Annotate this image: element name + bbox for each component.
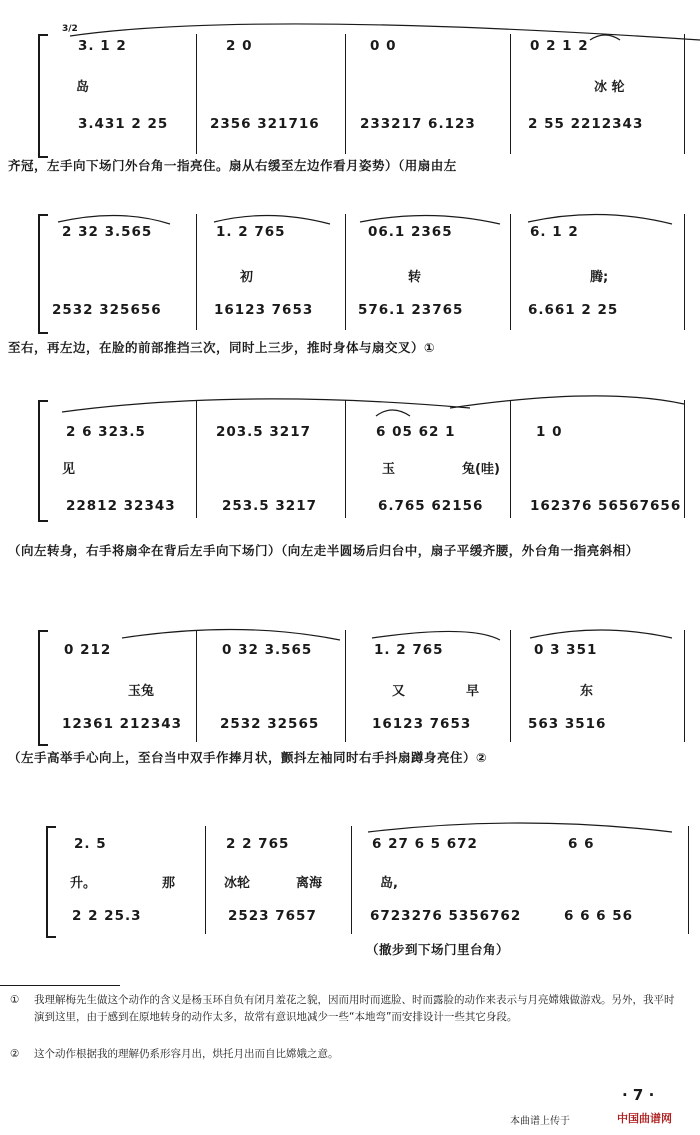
barline	[196, 214, 197, 330]
accompaniment-line-1	[0, 116, 700, 138]
footnote-marker: ①	[10, 994, 20, 1006]
lyric: 岛,	[380, 876, 398, 891]
melody-measure: 1 0	[536, 424, 563, 440]
melody-measure: 0 32 3.565	[222, 642, 313, 658]
accompaniment-line-4	[0, 716, 700, 738]
melody-measure: 2. 5	[74, 836, 107, 852]
barline	[196, 630, 197, 742]
barline	[205, 826, 206, 934]
score-system-2	[0, 210, 700, 360]
barline	[345, 34, 346, 154]
barline	[510, 400, 511, 518]
lyric-line-5	[0, 872, 700, 894]
melody-measure: 0 0	[370, 38, 397, 54]
barline	[684, 400, 685, 518]
accompaniment-measure: 16123 7653	[372, 716, 472, 732]
melody-measure: 2 2 765	[226, 836, 290, 852]
barline	[196, 400, 197, 518]
lyric: 初	[240, 270, 254, 285]
lyric: 东	[580, 684, 594, 699]
accompaniment-measure: 2532 325656	[52, 302, 162, 318]
accompaniment-measure: 253.5 3217	[222, 498, 317, 514]
lyric: 腾;	[590, 270, 609, 285]
melody-line-1	[0, 38, 700, 60]
barline	[351, 826, 352, 934]
accompaniment-line-3	[0, 498, 700, 520]
barline	[196, 34, 197, 154]
accompaniment-measure: 162376 56567656	[530, 498, 682, 514]
footnote-marker: ②	[10, 1048, 20, 1060]
accompaniment-measure: 2 2 25.3	[72, 908, 142, 924]
melody-measure: 06.1 2365	[368, 224, 453, 240]
barline	[345, 400, 346, 518]
accompaniment-line-2	[0, 302, 700, 324]
time-signature: 3/2	[62, 24, 78, 34]
accompaniment-measure: 563 3516	[528, 716, 607, 732]
melody-measure: 2 0	[226, 38, 253, 54]
lyric: 升。	[70, 876, 97, 891]
barline	[510, 630, 511, 742]
score-system-5	[0, 822, 700, 972]
barline	[688, 826, 689, 934]
accompaniment-measure: 6.765 62156	[378, 498, 484, 514]
melody-measure: 1. 2 765	[374, 642, 444, 658]
accompaniment-measure: 3.431 2 25	[78, 116, 169, 132]
melody-measure: 6. 1 2	[530, 224, 579, 240]
accompaniment-measure: 6723276 5356762	[370, 908, 522, 924]
lyric: 那	[162, 876, 176, 891]
lyric: 又	[392, 684, 406, 699]
melody-line-2	[0, 224, 700, 246]
melody-measure: 3. 1 2	[78, 38, 127, 54]
accompaniment-measure: 2523 7657	[228, 908, 317, 924]
lyric: 离海	[296, 876, 323, 891]
lyric-line-3	[0, 458, 700, 480]
barline	[345, 214, 346, 330]
melody-measure: 2 32 3.565	[62, 224, 153, 240]
score-system-1	[0, 18, 700, 178]
barline	[684, 214, 685, 330]
accompaniment-measure: 22812 32343	[66, 498, 176, 514]
barline	[510, 214, 511, 330]
lyric: 兔(哇)	[462, 462, 500, 477]
melody-measure: 6 6	[568, 836, 595, 852]
accompaniment-measure: 233217 6.123	[360, 116, 476, 132]
accompaniment-measure: 16123 7653	[214, 302, 314, 318]
footnote-text: 这个动作根据我的理解仍系形容月出，烘托月出而自比嫦娥之意。	[34, 1048, 339, 1060]
footnote-rule	[0, 985, 120, 986]
upload-credit: 本曲谱上传于	[510, 1116, 570, 1127]
lyric: 玉	[382, 462, 396, 477]
lyric: 岛	[76, 80, 90, 95]
melody-line-4	[0, 642, 700, 664]
footnote-text: 我理解梅先生做这个动作的含义是杨玉环自负有闭月羞花之貌，因而用时而遮脸、时而露脸的动作来表示与月亮嫦娥做游戏。另外，我平时演到这里，由于感到在原地转身的动作太多，故常有意识地减少一些“本地弯”而安排设计一些其它身段。	[34, 994, 675, 1023]
lyric: 冰轮	[224, 876, 251, 891]
accompaniment-measure: 6 6 6 56	[564, 908, 634, 924]
accompaniment-measure: 576.1 23765	[358, 302, 464, 318]
stage-direction: 至右，再左边，在脸的前部推挡三次，同时上三步，推时身体与扇交叉）①	[8, 340, 436, 355]
melody-measure: 0 3 351	[534, 642, 598, 658]
melody-measure: 1. 2 765	[216, 224, 286, 240]
melody-measure: 6 05 62 1	[376, 424, 456, 440]
accompaniment-measure: 2532 32565	[220, 716, 320, 732]
lyric: 见	[62, 462, 76, 477]
stage-direction: （左手高举手心向上，至台当中双手作捧月状，颤抖左袖同时右手抖扇蹲身亮住）②	[8, 750, 488, 765]
barline	[684, 34, 685, 154]
lyric: 玉兔	[128, 684, 155, 699]
barline	[684, 630, 685, 742]
site-watermark: 中国曲谱网	[617, 1112, 672, 1125]
stage-direction: （撤步到下场门里台角）	[366, 942, 510, 957]
melody-measure: 203.5 3217	[216, 424, 311, 440]
score-system-4	[0, 626, 700, 766]
footnote-2	[10, 1046, 684, 1063]
melody-measure: 0 212	[64, 642, 112, 658]
lyric: 冰 轮	[594, 80, 625, 95]
melody-measure: 6 27 6 5 672	[372, 836, 478, 852]
lyric-line-4	[0, 680, 700, 702]
accompaniment-measure: 2356 321716	[210, 116, 320, 132]
melody-line-5	[0, 836, 700, 858]
stage-direction: 齐冠，左手向下场门外台角一指亮住。扇从右缓至左边作看月姿势）（用扇由左	[8, 158, 457, 173]
accompaniment-measure: 2 55 2212343	[528, 116, 644, 132]
lyric: 早	[466, 684, 480, 699]
lyric-line-1	[0, 76, 700, 98]
accompaniment-measure: 12361 212343	[62, 716, 183, 732]
page-number: · 7 ·	[622, 1086, 655, 1104]
score-system-3	[0, 394, 700, 594]
accompaniment-line-5	[0, 908, 700, 930]
melody-measure: 2 6 323.5	[66, 424, 146, 440]
melody-measure: 0 2 1 2	[530, 38, 589, 54]
melody-line-3	[0, 424, 700, 446]
footnote-1	[10, 992, 684, 1026]
stage-direction: （向左转身，右手将扇伞在背后左手向下场门）（向左走半圆场后归台中，扇子平缓齐腰，外台角一指亮斜相）	[8, 543, 639, 558]
accompaniment-measure: 6.661 2 25	[528, 302, 619, 318]
barline	[345, 630, 346, 742]
lyric-line-2	[0, 266, 700, 288]
barline	[510, 34, 511, 154]
lyric: 转	[408, 270, 422, 285]
